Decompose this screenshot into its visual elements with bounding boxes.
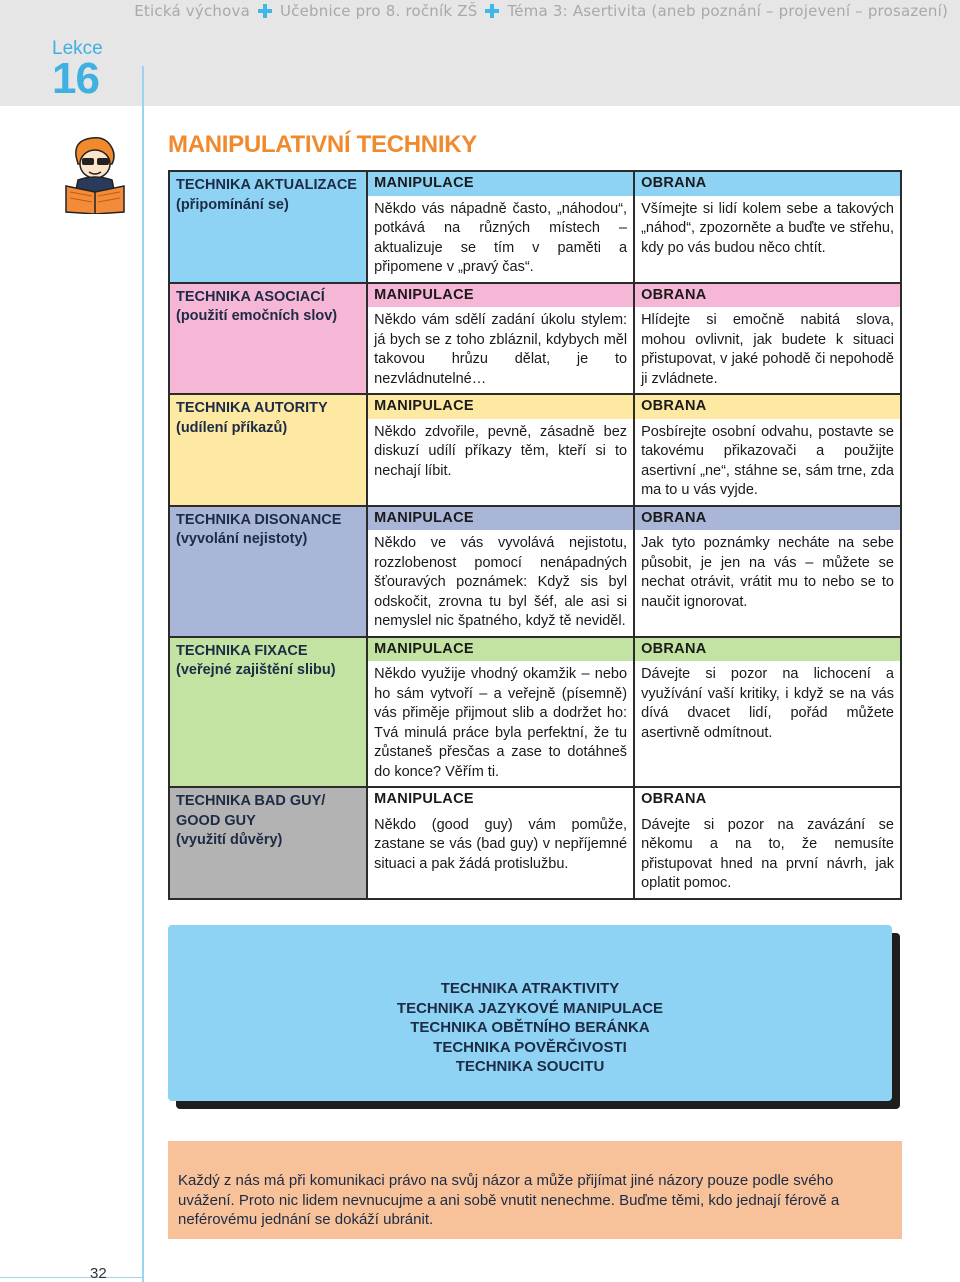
other-technique-item: TECHNIKA POVĚRČIVOSTI <box>433 1038 627 1056</box>
defense-text: Všímejte si lidí kolem sebe a takových „náhod“, zpozorněte a buďte ve střehu, kdy po vás budou něco chtít. <box>641 200 894 256</box>
manipulation-header: MANIPULACE <box>368 638 633 662</box>
page-title: MANIPULATIVNÍ TECHNIKY <box>168 131 477 158</box>
technique-row <box>169 506 901 637</box>
defense-cell <box>634 506 901 637</box>
technique-row <box>169 637 901 788</box>
manipulation-header: MANIPULACE <box>368 172 633 196</box>
manipulation-text: Někdo vás nápadně často, „náhodou“, potkává na různých místech – aktualizuje se tím v paměti a připomene v „pravý čas“. <box>374 200 628 275</box>
defense-cell <box>634 283 901 395</box>
other-technique-item: TECHNIKA ATRAKTIVITY <box>440 980 620 997</box>
manipulation-text: Někdo zdvořile, pevně, zásadně bez diskuzí udílí příkazy těm, kteří si to nechají líbit. <box>374 423 628 479</box>
defense-header: OBRANA <box>635 507 900 531</box>
technique-subtitle: (využití důvěry) <box>176 832 283 848</box>
defense-text: Hlídejte si emočně nabitá slova, mohou ovlivnit, jak budete k situaci přistupovat, v jaké pohodě či nepohodě ji zvládnete. <box>641 312 894 387</box>
lesson-label: Lekce <box>52 38 103 59</box>
technique-subtitle: (vyvolání nejistoty) <box>176 531 308 547</box>
technique-subtitle: (veřejné zajištění slibu) <box>176 662 336 678</box>
technique-name-cell <box>169 394 367 506</box>
technique-row <box>169 283 901 395</box>
defense-cell <box>634 787 901 899</box>
reading-boy-icon <box>62 134 128 214</box>
defense-header: OBRANA <box>635 172 900 196</box>
manipulation-cell <box>367 637 634 788</box>
defense-header: OBRANA <box>635 284 900 308</box>
techniques-table <box>168 170 902 900</box>
defense-text: Jak tyto poznámky necháte na sebe působit, je jen na vás – můžete se nechat otrávit, vrátit mu to nebo se to naučit ignorovat. <box>641 535 894 610</box>
technique-subtitle: (udílení příkazů) <box>176 419 288 436</box>
technique-subtitle: (použití emočních slov) <box>176 308 338 324</box>
manipulation-header: MANIPULACE <box>368 788 633 812</box>
plus-separator-icon <box>258 4 272 18</box>
manipulation-header: MANIPULACE <box>368 284 633 308</box>
technique-name-cell <box>169 283 367 395</box>
defense-text: Dávejte si pozor na zavázání se někomu a na to, že nemusíte přistupovat hned na první návrh, jak oplatit pomoc. <box>641 816 894 891</box>
footer-line <box>0 1277 142 1278</box>
manipulation-cell <box>367 787 634 899</box>
defense-header: OBRANA <box>635 638 900 662</box>
breadcrumb-subject: Etická výchova <box>134 2 250 20</box>
plus-separator-icon <box>485 4 499 18</box>
defense-header: OBRANA <box>635 788 900 812</box>
technique-subtitle: (připomínání se) <box>176 196 289 213</box>
other-techniques-list <box>168 979 892 1077</box>
breadcrumb-topic: Téma 3: Asertivita (aneb poznání – projevení – prosazení) <box>507 2 948 20</box>
technique-name-cell <box>169 506 367 637</box>
summary-note-text: Každý z nás má při komunikaci právo na svůj názor a může přijímat jiné názory pouze podle svého uvážení. Proto nic lidem nevnucujme a ani sobě vnutit nenechme. Buďme těmi, kdo jednají férově a neférovému jednání se dokáží ubránit. <box>178 1172 840 1229</box>
manipulation-text: Někdo vám sdělí zadání úkolu stylem: já bych se z toho zbláznil, kdybych měl takovou hrůzu dělat, je to nezvládnutelné… <box>374 312 628 387</box>
other-technique-item: TECHNIKA SOUCITU <box>455 1058 605 1075</box>
manipulation-cell <box>367 506 634 637</box>
other-technique-item: TECHNIKA JAZYKOVÉ MANIPULACE <box>396 999 664 1017</box>
manipulation-text: Někdo využije vhodný okamžik – nebo ho sám vytvoří – a veřejně (písemně) vás přiměje přijmout slib a dodržet ho: Tvá minulá práce byla perfektní, že tu zůstaneš přesčas a zase to dotáhneš do konce? Věřím ti. <box>374 666 628 780</box>
breadcrumb <box>134 2 948 20</box>
lesson-number: 16 <box>52 54 99 103</box>
technique-name: TECHNIKA DISONANCE <box>176 511 342 528</box>
technique-row <box>169 171 901 283</box>
other-technique-item: TECHNIKA OBĚTNÍHO BERÁNKA <box>410 1019 650 1036</box>
manipulation-text: Někdo (good guy) vám pomůže, zastane se vás (bad guy) v nepříjemné situaci a pak žádá protislužbu. <box>374 816 628 872</box>
defense-text: Posbírejte osobní odvahu, postavte se takovému přikazovači a použijte asertivní „ne“, stáhne se, sám trne, zda ma to u vás vyjde. <box>641 423 894 498</box>
manipulation-cell <box>367 394 634 506</box>
technique-name: TECHNIKA ASOCIACÍ <box>176 288 325 305</box>
other-techniques-box <box>168 925 892 1101</box>
technique-name-cell <box>169 787 367 899</box>
manipulation-header: MANIPULACE <box>368 395 633 419</box>
defense-cell <box>634 637 901 788</box>
manipulation-text: Někdo ve vás vyvolává nejistotu, rozzlobenost pomocí nenápadných šťouravých poznámek: Když sis byl odskočit, zrovna tu byl šéf, ale asi si nemyslel nic špatného, když tě neviděl. <box>374 535 628 629</box>
page-number: 32 <box>90 1265 107 1282</box>
technique-row <box>169 787 901 899</box>
defense-cell <box>634 171 901 283</box>
technique-name: TECHNIKA FIXACE <box>176 642 308 659</box>
defense-text: Dávejte si pozor na lichocení a využívání vaší kritiky, i když se na vás dívá dvacet lidí, pořád můžete asertivně odmítnout. <box>641 666 894 741</box>
manipulation-cell <box>367 283 634 395</box>
technique-name-cell <box>169 637 367 788</box>
technique-name: TECHNIKA AKTUALIZACE <box>176 177 357 193</box>
summary-note <box>168 1141 902 1239</box>
defense-header: OBRANA <box>635 395 900 419</box>
margin-line <box>142 66 144 1282</box>
breadcrumb-book: Učebnice pro 8. ročník ZŠ <box>279 2 478 20</box>
manipulation-cell <box>367 171 634 283</box>
technique-name-cell <box>169 171 367 283</box>
technique-row <box>169 394 901 506</box>
defense-cell <box>634 394 901 506</box>
manipulation-header: MANIPULACE <box>368 507 633 531</box>
technique-name: TECHNIKA AUTORITY <box>176 400 328 416</box>
technique-name: TECHNIKA BAD GUY/ GOOD GUY <box>176 793 326 829</box>
